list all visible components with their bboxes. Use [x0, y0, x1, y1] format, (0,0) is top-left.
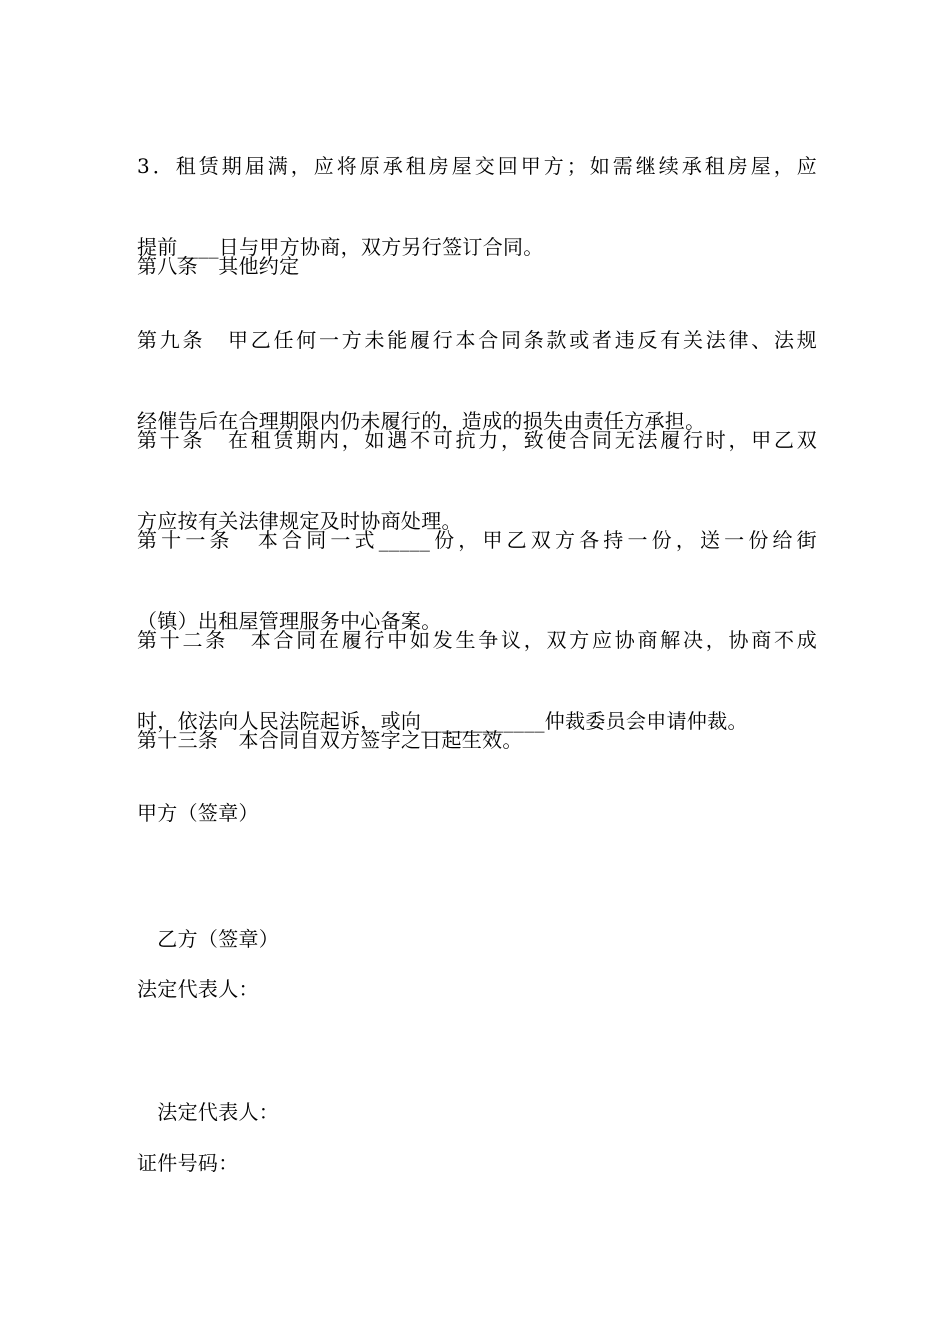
article-9-line-2: 经催告后在合理期限内仍未履行的，造成的损失由责任方承担。 — [137, 409, 706, 433]
article-11-line-1: 第十一条 本合同一式_____份，甲乙双方各持一份，送一份给街 — [137, 528, 817, 552]
article-9-line-1: 第九条 甲乙任何一方未能履行本合同条款或者违反有关法律、法规 — [137, 328, 817, 352]
article-12-line-2: 时，依法向人民法院起诉，或向____________仲裁委员会申请仲裁。 — [137, 709, 748, 733]
legal-representative-b-text: 法定代表人： — [137, 1100, 280, 1124]
clause-7-item-3-line-2: 提前____日与甲方协商，双方另行签订合同。 — [137, 235, 544, 259]
article-13-line-1: 第十三条 本合同自双方签字之日起生效。 — [137, 728, 523, 752]
legal-representative-a-label — [137, 922, 817, 1057]
clause-7-item-3-line-1: 3．租赁期届满，应将原承租房屋交回甲方；如需继续承租房屋，应 — [137, 154, 817, 178]
party-a-signature-text: 甲方（签章） — [137, 801, 259, 825]
party-b-signature-text: 乙方（签章） — [137, 927, 280, 951]
article-10-line-2: 方应按有关法律规定及时协商处理。 — [137, 509, 462, 533]
id-number-text: 证件号码： — [137, 1151, 239, 1175]
article-11-line-2: （镇）出租屋管理服务中心备案。 — [137, 609, 442, 633]
legal-representative-a-text: 法定代表人： — [137, 977, 259, 1001]
article-10-line-1: 第十条 在租赁期内，如遇不可抗力，致使合同无法履行时，甲乙双 — [137, 428, 817, 452]
article-12-line-1: 第十二条 本合同在履行中如发生争议，双方应协商解决，协商不成 — [137, 628, 817, 652]
id-number-label — [137, 1096, 817, 1231]
article-8-line-1: 第八条 其他约定 — [137, 254, 300, 278]
party-a-signature-label — [137, 746, 817, 881]
